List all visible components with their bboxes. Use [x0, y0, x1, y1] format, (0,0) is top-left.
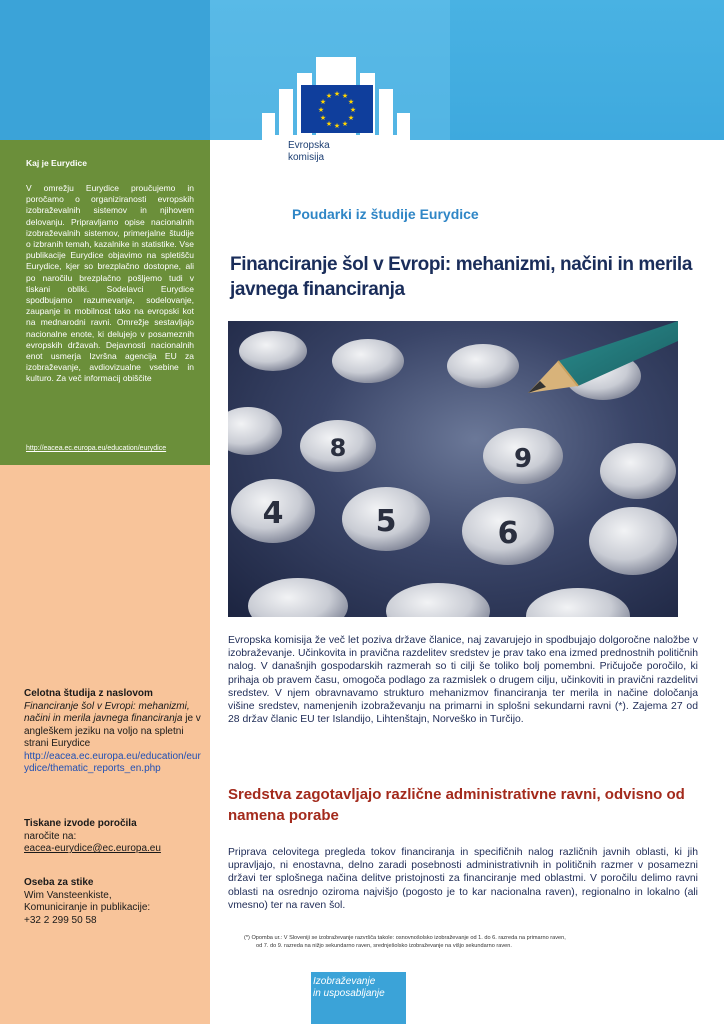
logo-caption-line2: komisija — [288, 152, 325, 163]
full-study-block — [24, 688, 204, 776]
full-study-description — [24, 701, 204, 751]
svg-text:★: ★ — [317, 106, 325, 114]
page-subtitle: Poudarki iz študije Eurydice — [292, 206, 479, 222]
contact-block — [24, 877, 204, 927]
footer-label-line2: in usposabljanje — [313, 988, 385, 999]
intro-paragraph: Evropska komisija že več let poziva države članice, naj zavarujejo in spodbujajo dolgoročne naložbe v izobraževanje. Učinkovita in pravična razdelitev sredstev je prav tako ena izmed prednostnih političnih nalog. V današnjih gospodarskih razmerah so ti cilji še toliko bolj pomembni. Pričujoče poročilo, ki prihaja ob pravem času, omogoča podlago za razmislek o drugem cilju, učinkoviti in pravični razdelitvi sredstev. V njem obravnavamo strukturo mehanizmov financiranja ter merila in načine določanja višine sredstev, namenjenih izobraževanju na primarni in splošni sekundarni ravni (*). Zajema 27 od 28 držav članic EU ter Islandijo, Lihtenštajn, Norveško in Turčijo. — [228, 635, 698, 726]
footer-label-line1: Izobraževanje — [313, 976, 376, 987]
full-study-heading: Celotna študija z naslovom — [24, 688, 153, 699]
eurydice-website-link[interactable]: http://eacea.ec.europa.eu/education/eurydice — [26, 445, 167, 452]
print-email-link[interactable]: eacea-eurydice@ec.europa.eu — [24, 843, 161, 854]
section-heading: Sredstva zagotavljajo različne administrativne ravni, odvisno od namena porabe — [228, 786, 685, 824]
eu-flag-icon — [301, 85, 373, 133]
calculator-keypad-photo — [228, 321, 678, 617]
header-left-panel — [0, 0, 210, 140]
footer-label — [313, 976, 385, 1000]
svg-text:★: ★ — [333, 90, 341, 98]
svg-text:6: 6 — [497, 516, 519, 551]
contact-role: Komuniciranje in publikacije: — [24, 902, 151, 913]
print-heading: Tiskane izvode poročila — [24, 818, 137, 829]
about-heading: Kaj je Eurydice — [26, 158, 87, 168]
svg-text:8: 8 — [329, 434, 347, 462]
svg-text:★: ★ — [341, 92, 349, 100]
print-text: naročite na: — [24, 830, 77, 842]
logo-caption — [288, 140, 330, 164]
contact-name: Wim Vansteenkiste, — [24, 889, 112, 901]
about-text: V omrežju Eurydice proučujemo in poročamo o organiziranosti evropskih izobraževalnih sistemov in njihovem delovanju. Pripravljamo opise nacionalnih izobraževalnih sistemov, primerjalne študije o izbranih temah, kazalnike in statistike. Vse publikacije Eurydice objavimo na spletišču Eurydice, kjer so brezplačno dostopne, ali po naročilu brezplačno pošljemo tudi v tiskani obliki. Sodelavci Eurydice spodbujamo razumevanje, sodelovanje, zaupanje in mobilnost tako na evropski kot na mednarodni ravni. Omrežje sestavljajo nacionalne enote, ki delujejo v posameznih evropskih državah. Dejavnosti nacionalnih enot usmerja Izvršna agencija EU za izobraževanje, avdiovizualne vsebine in kulturo. Za več informacij obiščite — [26, 183, 194, 384]
full-study-text: je v angleškem jeziku na voljo na spletni strani Eurydice — [24, 713, 201, 749]
contact-phone: +32 2 299 50 58 — [24, 914, 97, 926]
svg-text:★: ★ — [319, 98, 327, 106]
full-study-link[interactable]: http://eacea.ec.europa.eu/education/eurydice/thematic_reports_en.php — [24, 750, 201, 774]
svg-text:4: 4 — [262, 496, 284, 531]
svg-text:★: ★ — [319, 114, 327, 122]
svg-text:★: ★ — [349, 106, 357, 114]
svg-text:★: ★ — [347, 98, 355, 106]
page-title: Financiranje šol v Evropi: mehanizmi, načini in merila javnega financiranja — [230, 254, 692, 300]
contact-heading: Oseba za stike — [24, 877, 94, 888]
svg-text:9: 9 — [513, 444, 533, 474]
full-study-title: Financiranje šol v Evropi: mehanizmi, načini in merila javnega financiranja — [24, 700, 190, 724]
footnote-line1: (*) Opomba ur.: V Sloveniji se izobraževanje razvršča takole: osnovnošolsko izobraževanje od 1. do 6. razreda na primarno raven, — [244, 935, 566, 941]
svg-text:★: ★ — [341, 120, 349, 128]
footnote-line2: od 7. do 9. razreda na nižjo sekundarno raven, srednješolsko izobraževanje na višjo sekundarno raven. — [256, 942, 512, 949]
svg-text:★: ★ — [325, 120, 333, 128]
section-body: Priprava celovitega pregleda tokov financiranja in specifičnih nalog različnih javnih oblasti, ki jih upravljajo, ni enostavna, delno zaradi posebnosti administrativnih in političnih razmer v posamezni državi ter splošnega načina delitve pristojnosti za financiranje med oblastmi. V poročilu delimo ravni oblasti na osrednjo oziroma najvišjo (pogosto je to kar nacionalna raven), regionalno in lokalno (ali vmesno) ter na raven šol. — [228, 847, 698, 911]
svg-text:★: ★ — [333, 122, 341, 130]
footnote — [244, 935, 684, 950]
logo-caption-box — [262, 135, 410, 177]
logo-caption-line1: Evropska — [288, 140, 330, 151]
svg-text:★: ★ — [325, 92, 333, 100]
svg-text:5: 5 — [375, 504, 397, 539]
svg-text:★: ★ — [347, 114, 355, 122]
print-order-block — [24, 818, 204, 856]
